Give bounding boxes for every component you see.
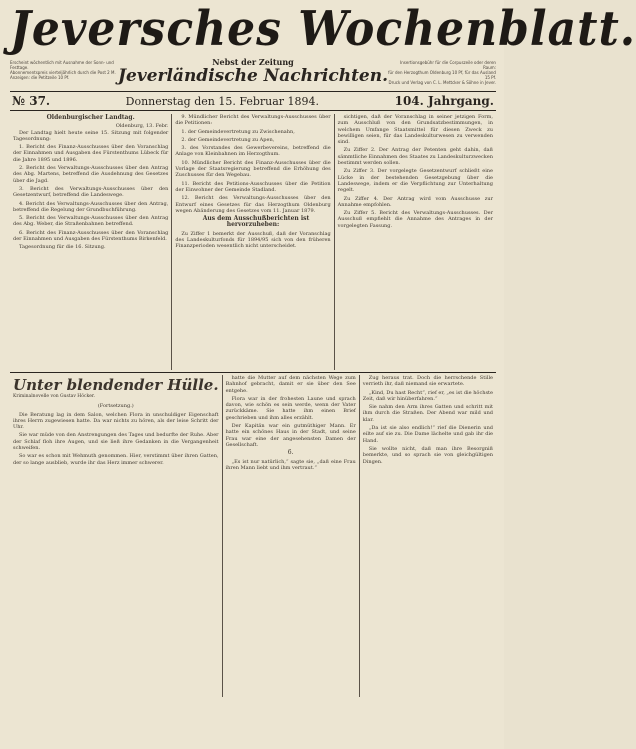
- subhead-right-line: für den Herzogthum Oldenburg 10 Pf, für das Ausland 15 Pf.: [388, 70, 496, 80]
- paragraph: Tagesordnung für die 16. Sitzung.: [19, 244, 106, 251]
- paragraph: hatte die Mutter auf dem nächsten Wege zum Bahnhof gebracht, damit er sie über den See entgehe.: [225, 375, 356, 394]
- paragraph: 12. Bericht des Verwaltungs-Ausschusses über den Entwurf eines Gesetzes für das Herzogthum Oldenburg wegen Abänderung des Gesetzes vom 11. Januar 1879.: [175, 195, 331, 214]
- feuilleton-author: Kriminalnovelle von Gustav Höcker.: [13, 394, 95, 399]
- subtitle-big: Jeverländische Nachrichten.: [117, 66, 389, 86]
- subhead-center: [117, 57, 389, 86]
- paragraph: So war es schon mit Wehmuth genommen. Hier, verstimmt über ihren Gatten, der so lange ausblieb, wurde ihr das Herz immer schwerer.: [13, 453, 219, 466]
- paragraph: „Es ist nur natürlich,“ sagte sie, „daß eine Frau ihren Mann liebt und ihm vertraut.“: [225, 458, 356, 471]
- dateline: [10, 91, 496, 111]
- section-divider: [10, 372, 496, 373]
- section-heading: Aus dem Ausschußberichten ist hervorzuheben:: [202, 215, 310, 229]
- paragraph: Sie nahm den Arm ihres Gatten und schritt mit ihm durch die Straßen. Der Abend war mild und klar.: [362, 404, 493, 423]
- feuilleton-column-3: [360, 375, 496, 697]
- paragraph: 11. Bericht des Petitions-Ausschusses über die Petition der Einwohner der Gemeinde Stadland.: [175, 180, 331, 193]
- paragraph: Zu Ziffer 5. Bericht des Verwaltungs-Ausschusses. Der Ausschuß empfiehlt die Annahme des Antrages in der vorgelegten Fassung.: [337, 210, 493, 229]
- paragraph: Die Beratung lag in dem Salon, welchen Flora in unschuldiger Eigenschaft ihres Herrn zugewiesen hatte. Da war nichts zu hören, als der leise Schritt der Uhr.: [13, 411, 219, 431]
- paragraph: sichtigen, daß der Voranschlag in seiner jetzigen Form, zum Ausschluß von den Grundsatzbestimmungen, in welchem Umfange Staatsmittel für diesen Zweck zu bewilligen seien, für das Landeskulturwesen zu verwenden sind.: [337, 114, 493, 146]
- paragraph: 6. Bericht des Finanz-Ausschusses über den Voranschlag der Einnahmen und Ausgaben des Fürstenthums Birkenfeld.: [13, 229, 169, 243]
- subhead-right-line: Druck und Verlag von C. L. Mettcker & Söhne in Jever.: [388, 80, 496, 85]
- feuilleton-continuation: (Fortsetzung.): [97, 403, 134, 410]
- feuilleton-column-2: [223, 375, 360, 697]
- feuilleton-section: [10, 375, 496, 697]
- paragraph: Zu Ziffer 4. Der Antrag wird vom Ausschusse zur Annahme empfohlen.: [337, 195, 493, 208]
- paragraph: 1. Bericht des Finanz-Ausschusses über den Voranschlag der Einnahmen und Ausgaben des Fürstenthums Lübeck für die Jahre 1895 und 1896.: [13, 144, 169, 163]
- paragraph: Flora war in der frohesten Laune und sprach davon, wie schön es sein werde, wenn der Vater zurückkäme. Sie hatte ihm einen Brief geschrieben und ihm alles erzählt.: [225, 395, 356, 421]
- subhead-right-line: Insertionsgebühr für die Corpuszeile oder deren Raum:: [400, 60, 496, 70]
- feuilleton-column-1: [10, 375, 223, 697]
- paragraph: Der Landtag hielt heute seine 15. Sitzung mit folgender Tagesordnung:: [13, 129, 169, 142]
- news-column-1: [10, 114, 172, 370]
- subhead-left-line: Abonnementspreis vierteljährlich durch die Post 2 M.: [10, 70, 116, 75]
- subhead-left-line: Anzeigen: die Petitzeile 10 Pf.: [10, 75, 70, 80]
- paragraph: 3. des Vorstandes des Gewerbevereins, betreffend die Anlage von Kleinbahnen im Herzogthum.: [175, 145, 331, 158]
- paragraph: 4. Bericht des Verwaltungs-Ausschusses über den Antrag, betreffend die Regelung der Grundbuchführung.: [13, 200, 169, 213]
- subtitle-small: Nebst der Zeitung: [212, 57, 294, 67]
- issue-number: № 37.: [12, 94, 51, 108]
- paragraph: 9. Mündlicher Bericht des Verwaltungs-Ausschusses über die Petitionen:: [175, 114, 331, 127]
- paragraph: Zug heraus trat. Doch die herrschende Stille verrieth ihr, daß niemand sie erwartete.: [362, 375, 493, 388]
- subhead-left: [10, 60, 118, 88]
- paragraph: Zu Ziffer 1 bemerkt der Ausschuß, daß der Voranschlag des Landeskulturfonds für 1894/95 sich von den früheren Finanzperioden wesentlich nicht unterscheidet.: [175, 230, 331, 250]
- paragraph: 2. der Gemeindevertretung zu Apen,: [181, 136, 275, 143]
- masthead-title: Jeversches Wochenblatt.: [10, 1, 636, 57]
- paragraph: 3. Bericht des Verwaltungs-Ausschusses über den Gesetzentwurf, betreffend die Landeswege.: [13, 185, 169, 199]
- column-heading: Oldenburgischer Landtag.: [46, 114, 135, 121]
- feuilleton-title: Unter blendender Hülle.: [13, 376, 219, 394]
- subhead-left-line: Erscheint wöchentlich mit Ausnahme der Sonn- und Festtage.: [10, 60, 114, 70]
- paragraph: Sie war müde von den Anstrengungen des Tages und bedurfte der Ruhe. Aber der Schlaf floh ihre Augen, und sie ließ ihre Gedanken in die Vergangenheit schweifen.: [13, 432, 219, 452]
- paragraph: Zu Ziffer 2. Der Antrag der Petenten geht dahin, daß sämmtliche Einnahmen des Staates zu Landeskulturzwecken bestimmt werden sollen.: [337, 147, 493, 167]
- paragraph: 1. der Gemeindevertretung zu Zwischenahn,: [181, 128, 295, 135]
- column-place: Oldenburg, 13. Febr.: [115, 123, 169, 130]
- news-column-3: [335, 114, 496, 370]
- year-label: 104. Jahrgang.: [394, 94, 494, 108]
- paragraph: „Kind, Du hast Recht“, rief er, „es ist die höchste Zeit, daß wir hinüberfahren.“: [362, 389, 493, 402]
- paragraph: 10. Mündlicher Bericht des Finanz-Ausschusses über die Vorlage der Staatsregierung betreffend die Erhöhung des Zuschusses für den Wegebau.: [175, 159, 331, 179]
- section-number: 6.: [287, 449, 294, 457]
- paragraph: Sie wollte nicht, daß man ihre Besorgniß bemerkte, und so sprach sie von gleichgültigen Dingen.: [362, 445, 493, 465]
- news-column-2: [172, 114, 334, 370]
- subhead-right: [388, 60, 496, 88]
- paragraph: „Da ist sie also endlich!“ rief die Dienerin und eilte auf sie zu. Die Dame lächelte und gab ihr die Hand.: [362, 425, 493, 444]
- paragraph: 5. Bericht des Verwaltungs-Ausschusses über den Antrag des Abg. Weber, die Straßenbahnen betreffend.: [13, 215, 169, 228]
- issue-date: Donnerstag den 15. Februar 1894.: [125, 94, 320, 108]
- news-columns: [10, 114, 496, 370]
- paragraph: Der Kapitän war ein gutmüthiger Mann. Er hatte ein schönes Haus in der Stadt, und seine Frau war eine der angesehensten Damen der Gesellschaft.: [225, 423, 356, 448]
- paragraph: Zu Ziffer 3. Der vorgelegte Gesetzentwurf schließt eine Lücke in der bestehenden Gesetzgebung über die Landeswege, indem er die Verpflichtung zur Unterhaltung regelt.: [337, 168, 493, 194]
- paragraph: 2. Bericht des Verwaltungs-Ausschusses über den Antrag des Abg. Martens, betreffend die Ausdehnung des Gesetzes über die Jagd.: [13, 165, 169, 184]
- subhead-row: [10, 57, 496, 88]
